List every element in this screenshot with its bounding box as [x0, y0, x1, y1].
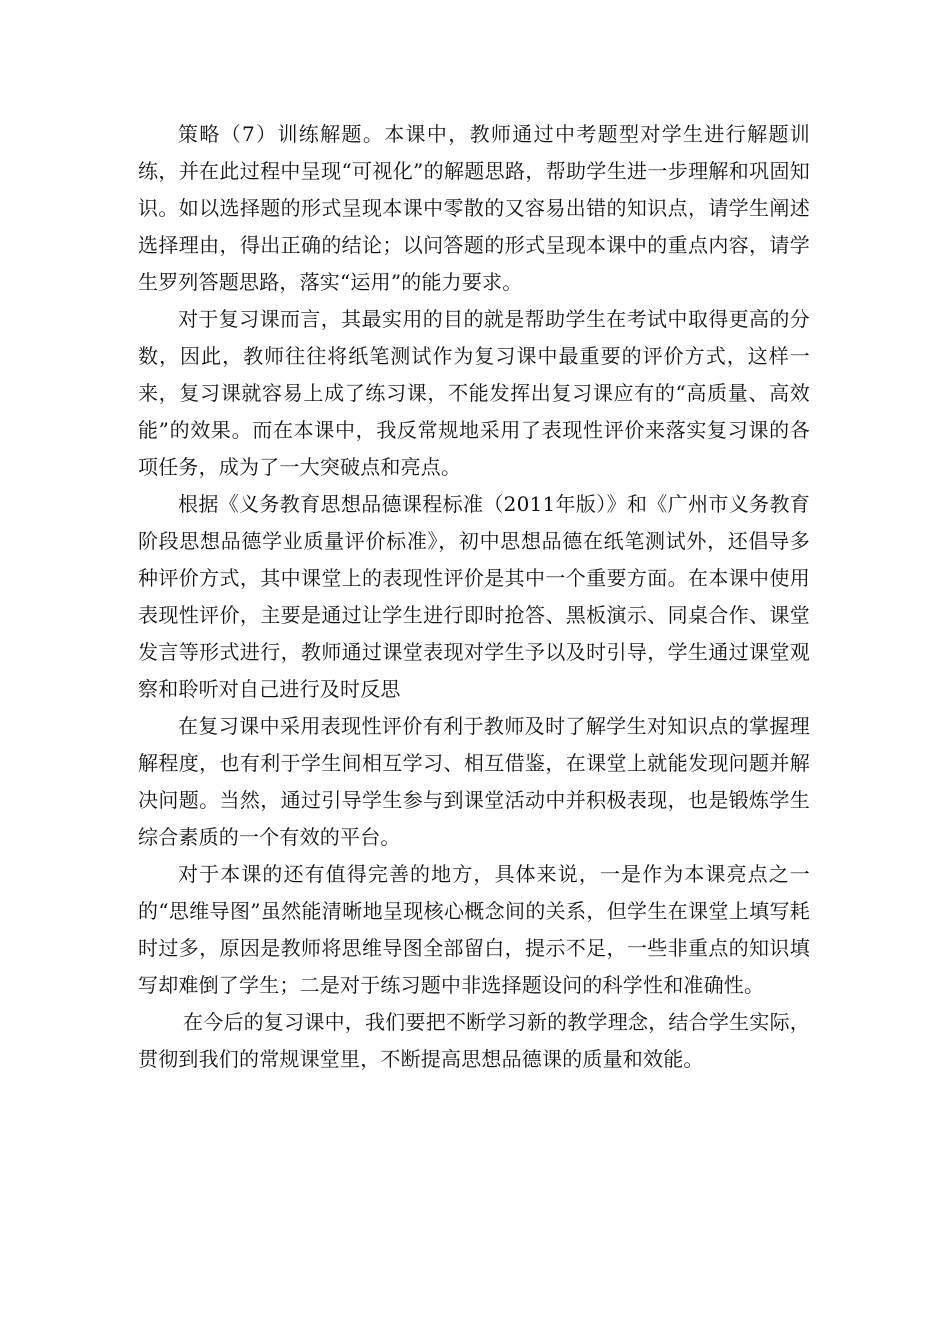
paragraph-review-class-purpose: 对于复习课而言，其最实用的目的就是帮助学生在考试中取得更高的分数，因此，教师往往将纸笔测试作为复习课中最重要的评价方式，这样一来，复习课就容易上成了练习课，不能发挥出复习课应有的“高质量、高效能”的效果。而在本课中，我反常规地采用了表现性评价来落实复习课的各项任务，成为了一大突破点和亮点。 — [138, 307, 810, 479]
paragraph-future-plans: 在今后的复习课中，我们要把不断学习新的教学理念，结合学生实际，贯彻到我们的常规课堂里，不断提高思想品德课的质量和效能。 — [138, 1010, 810, 1071]
paragraph-strategy-7: 策略（7）训练解题。本课中，教师通过中考题型对学生进行解题训练，并在此过程中呈现“可视化”的解题思路，帮助学生进一步理解和巩固知识。如以选择题的形式呈现本课中零散的又容易出错的知识点，请学生阐述选择理由，得出正确的结论；以问答题的形式呈现本课中的重点内容，请学生罗列答题思路，落实“运用”的能力要求。 — [138, 122, 810, 294]
paragraph-improvements: 对于本课的还有值得完善的地方，具体来说，一是作为本课亮点之一的“思维导图”虽然能清晰地呈现核心概念间的关系，但学生在课堂上填写耗时过多，原因是教师将思维导图全部留白，提示不足，一些非重点的知识填写却难倒了学生；二是对于练习题中非选择题设问的科学性和准确性。 — [138, 862, 810, 997]
paragraph-performance-evaluation-benefits: 在复习课中采用表现性评价有利于教师及时了解学生对知识点的掌握理解程度，也有利于学生间相互学习、相互借鉴，在课堂上就能发现问题并解决问题。当然，通过引导学生参与到课堂活动中并积极表现，也是锻炼学生综合素质的一个有效的平台。 — [138, 714, 810, 849]
document-body — [138, 116, 810, 1078]
paragraph-curriculum-standard: 根据《义务教育思想品德课程标准（2011年版）》和《广州市义务教育阶段思想品德学业质量评价标准》，初中思想品德在纸笔测试外，还倡导多种评价方式，其中课堂上的表现性评价是其中一个重要方面。在本课中使用表现性评价，主要是通过让学生进行即时抢答、黑板演示、同桌合作、课堂发言等形式进行，教师通过课堂表现对学生予以及时引导，学生通过课堂观察和聆听对自己进行及时反思 — [138, 492, 810, 701]
